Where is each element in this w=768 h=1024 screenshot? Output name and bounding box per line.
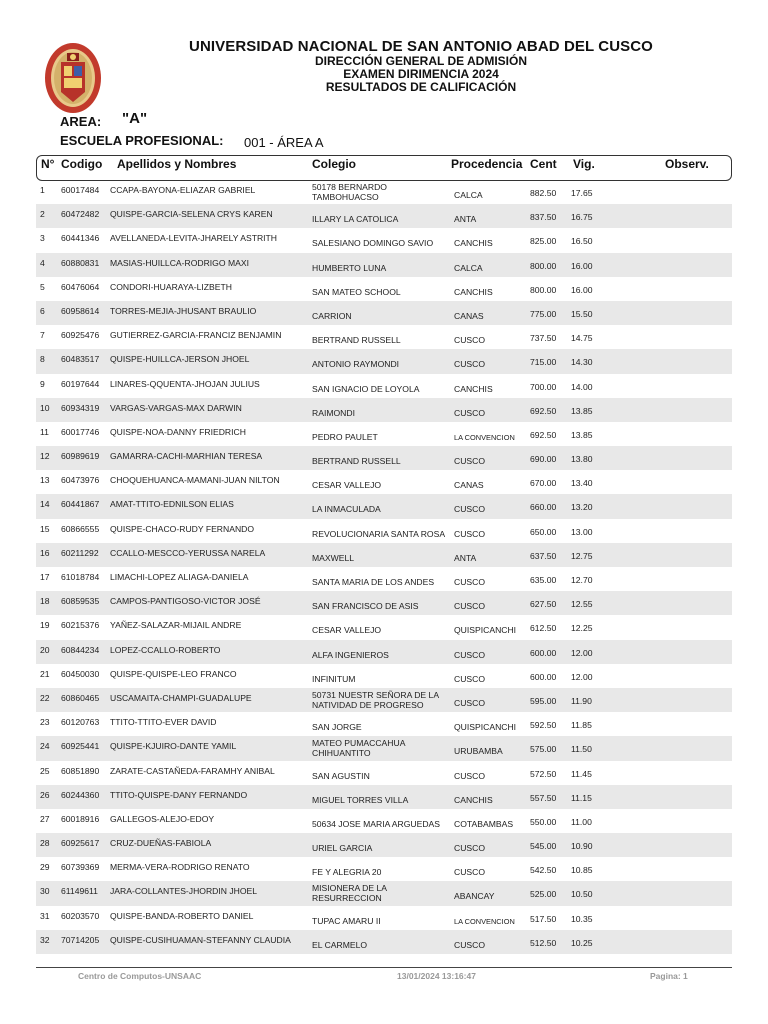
row-number: 14	[40, 499, 50, 510]
row-nombre: CRUZ-DUEÑAS-FABIOLA	[110, 838, 212, 849]
row-cent: 542.50	[530, 865, 557, 876]
col-header-procedencia: Procedencia	[451, 157, 523, 171]
row-codigo: 60215376	[61, 620, 100, 631]
col-header-nombres: Apellidos y Nombres	[117, 157, 237, 171]
row-colegio: HUMBERTO LUNA	[312, 262, 387, 273]
table-row	[36, 567, 732, 591]
col-header-cent: Cent	[530, 157, 557, 171]
row-colegio: ALFA INGENIEROS	[312, 649, 389, 660]
row-vig: 12.00	[571, 671, 593, 682]
row-cent: 600.00	[530, 647, 557, 658]
row-codigo: 60866555	[61, 523, 100, 534]
row-procedencia: CUSCO	[454, 939, 486, 950]
table-row	[36, 228, 732, 252]
row-colegio: CESAR VALLEJO	[312, 480, 382, 491]
row-number: 1	[40, 185, 45, 195]
row-vig: 13.85	[571, 429, 593, 440]
row-number: 20	[40, 644, 50, 655]
row-procedencia: CUSCO	[454, 359, 486, 370]
row-procedencia: CUSCO	[454, 456, 486, 467]
table-row	[36, 543, 732, 567]
row-vig: 11.15	[571, 792, 592, 803]
row-colegio: RAIMONDI	[312, 407, 355, 418]
table-row	[36, 398, 732, 422]
row-number: 7	[40, 330, 45, 341]
row-nombre: JARA-COLLANTES-JHORDIN JHOEL	[110, 886, 258, 897]
row-cent: 837.50	[530, 212, 557, 223]
row-codigo: 60958614	[61, 305, 100, 316]
row-nombre: CCALLO-MESCCO-YERUSSA NARELA	[110, 547, 266, 558]
table-row	[36, 301, 732, 325]
exam-title: EXAMEN DIRIMENCIA 2024	[343, 67, 499, 81]
row-procedencia: CANCHIS	[454, 794, 493, 805]
row-codigo: 60925476	[61, 330, 100, 341]
row-codigo: 60925441	[61, 741, 100, 752]
row-number: 25	[40, 765, 50, 776]
table-row	[36, 253, 732, 277]
row-cent: 525.00	[530, 889, 557, 900]
table-row	[36, 761, 732, 785]
row-procedencia: QUISPICANCHI	[454, 625, 517, 636]
row-number: 21	[40, 668, 50, 679]
row-procedencia: CUSCO	[454, 697, 486, 708]
row-colegio: SANTA MARIA DE LOS ANDES	[312, 577, 435, 587]
row-nombre: YAÑEZ-SALAZAR-MIJAIL ANDRE	[110, 620, 242, 631]
row-procedencia: CUSCO	[454, 649, 486, 660]
table-row	[36, 374, 732, 398]
row-cent: 595.00	[530, 695, 557, 706]
row-procedencia: CUSCO	[454, 770, 486, 781]
table-row	[36, 688, 732, 712]
row-nombre: QUISPE-HUILLCA-JERSON JHOEL	[110, 354, 250, 365]
row-vig: 10.25	[571, 937, 593, 948]
row-procedencia: CANCHIS	[454, 286, 493, 297]
row-vig: 10.85	[571, 865, 593, 876]
table-row	[36, 446, 732, 470]
row-colegio: MAXWELL	[312, 552, 355, 563]
university-title: UNIVERSIDAD NACIONAL DE SAN ANTONIO ABAD DEL CUSCO	[189, 38, 653, 55]
footer-timestamp: 13/01/2024 13:16:47	[397, 971, 476, 981]
row-cent: 882.50	[530, 188, 557, 198]
row-vig: 12.55	[571, 599, 593, 610]
table-row	[36, 180, 732, 204]
table-row	[36, 519, 732, 543]
row-number: 24	[40, 741, 50, 752]
row-number: 8	[40, 354, 45, 365]
row-codigo: 60472482	[61, 209, 100, 220]
row-number: 23	[40, 717, 50, 728]
row-cent: 700.00	[530, 381, 557, 392]
row-nombre: AVELLANEDA-LEVITA-JHARELY ASTRITH	[110, 233, 277, 244]
row-nombre: LOPEZ-CCALLO-ROBERTO	[110, 644, 221, 655]
table-row	[36, 204, 732, 228]
row-procedencia: ANTA	[454, 214, 477, 225]
row-vig: 16.00	[571, 260, 593, 271]
row-codigo: 70714205	[61, 934, 100, 945]
row-nombre: TTITO-TTITO-EVER DAVID	[110, 717, 217, 728]
row-cent: 575.00	[530, 744, 557, 755]
row-colegio: URIEL GARCIA	[312, 843, 373, 854]
row-number: 17	[40, 572, 50, 582]
row-cent: 670.00	[530, 478, 557, 489]
row-nombre: TORRES-MEJIA-JHUSANT BRAULIO	[110, 305, 257, 316]
results-table	[36, 180, 732, 954]
row-cent: 517.50	[530, 913, 557, 924]
row-nombre: GUTIERREZ-GARCIA-FRANCIZ BENJAMIN	[110, 330, 282, 341]
row-vig: 16.50	[571, 236, 593, 247]
footer-divider	[36, 967, 732, 968]
row-nombre: CCAPA-BAYONA-ELIAZAR GABRIEL	[110, 185, 256, 195]
row-nombre: CAMPOS-PANTIGOSO-VICTOR JOSÉ	[110, 596, 261, 607]
row-vig: 15.50	[571, 308, 593, 319]
row-cent: 660.00	[530, 502, 557, 513]
row-cent: 690.00	[530, 454, 557, 465]
row-nombre: QUISPE-QUISPE-LEO FRANCO	[110, 668, 237, 679]
row-colegio: BERTRAND RUSSELL	[312, 335, 401, 346]
row-colegio: 50178 BERNARDO TAMBOHUACSO	[312, 182, 387, 202]
row-procedencia: CUSCO	[454, 504, 486, 515]
row-procedencia: CUSCO	[454, 601, 486, 612]
row-vig: 12.25	[571, 623, 593, 634]
row-cent: 572.50	[530, 768, 557, 779]
table-row	[36, 857, 732, 881]
row-cent: 635.00	[530, 575, 557, 585]
row-cent: 715.00	[530, 357, 557, 368]
row-colegio: CESAR VALLEJO	[312, 625, 382, 636]
row-procedencia: ANTA	[454, 552, 477, 563]
row-procedencia: COTABAMBAS	[454, 818, 514, 829]
escuela-label: ESCUELA PROFESIONAL:	[60, 133, 224, 148]
row-codigo: 60860465	[61, 692, 100, 703]
row-vig: 13.80	[571, 454, 593, 465]
row-vig: 16.00	[571, 284, 593, 295]
row-number: 27	[40, 813, 50, 824]
row-codigo: 60120763	[61, 717, 100, 728]
row-codigo: 60473976	[61, 475, 100, 486]
row-cent: 800.00	[530, 284, 557, 295]
table-row	[36, 325, 732, 349]
table-row	[36, 881, 732, 905]
row-procedencia: CUSCO	[454, 577, 486, 587]
col-header-colegio: Colegio	[312, 157, 356, 171]
row-codigo: 60450030	[61, 668, 100, 679]
row-nombre: MASIAS-HUILLCA-RODRIGO MAXI	[110, 257, 249, 268]
results-title: RESULTADOS DE CALIFICACIÓN	[325, 80, 517, 94]
row-nombre: QUISPE-CHACO-RUDY FERNANDO	[110, 523, 255, 534]
row-vig: 10.35	[571, 913, 593, 924]
row-vig: 13.00	[571, 526, 593, 537]
row-number: 32	[40, 934, 50, 945]
table-row	[36, 494, 732, 518]
row-cent: 592.50	[530, 720, 557, 731]
row-cent: 692.50	[530, 405, 557, 416]
area-value: "A"	[122, 110, 148, 127]
row-codigo: 61018784	[61, 572, 100, 582]
row-colegio: SAN FRANCISCO DE ASIS	[312, 601, 419, 612]
row-procedencia: QUISPICANCHI	[454, 722, 517, 733]
row-codigo: 60844234	[61, 644, 100, 655]
row-nombre: LINARES-QQUENTA-JHOJAN JULIUS	[110, 378, 260, 389]
row-codigo: 60244360	[61, 789, 100, 800]
row-cent: 600.00	[530, 671, 557, 682]
row-number: 6	[40, 305, 45, 316]
row-number: 2	[40, 209, 45, 220]
row-number: 12	[40, 451, 50, 462]
row-vig: 11.50	[571, 744, 592, 755]
row-colegio: 50731 NUESTR SEÑORA DE LA NATIVIDAD DE PROGRESO	[312, 689, 439, 710]
row-colegio: ANTONIO RAYMONDI	[312, 359, 400, 370]
table-row	[36, 664, 732, 688]
row-procedencia: CUSCO	[454, 673, 486, 684]
row-procedencia: CALCA	[454, 190, 483, 200]
row-number: 5	[40, 281, 45, 292]
col-header-vig: Vig.	[573, 157, 595, 171]
row-vig: 14.75	[571, 333, 593, 344]
row-codigo: 60880831	[61, 257, 100, 268]
row-vig: 12.75	[571, 550, 593, 561]
row-codigo: 60859535	[61, 596, 100, 607]
row-cent: 692.50	[530, 429, 557, 440]
row-colegio: MISIONERA DE LA RESURRECCION	[312, 883, 387, 904]
row-cent: 800.00	[530, 260, 557, 271]
row-cent: 775.00	[530, 308, 557, 319]
row-codigo: 60739369	[61, 862, 100, 873]
table-row	[36, 930, 732, 954]
row-number: 22	[40, 692, 50, 703]
row-number: 13	[40, 475, 50, 486]
row-codigo: 60203570	[61, 910, 100, 921]
row-colegio: BERTRAND RUSSELL	[312, 456, 401, 467]
row-vig: 12.00	[571, 647, 593, 658]
row-procedencia: CUSCO	[454, 407, 486, 418]
table-row	[36, 470, 732, 494]
direction-title: DIRECCIÓN GENERAL DE ADMISIÓN	[314, 54, 527, 68]
table-row	[36, 615, 732, 639]
row-colegio: SAN IGNACIO DE LOYOLA	[312, 383, 420, 394]
row-colegio: CARRION	[312, 310, 352, 321]
row-nombre: USCAMAITA-CHAMPI-GUADALUPE	[110, 692, 252, 703]
footer-left: Centro de Computos-UNSAAC	[78, 971, 202, 981]
table-row	[36, 591, 732, 615]
row-vig: 17.65	[571, 188, 593, 198]
row-colegio: SALESIANO DOMINGO SAVIO	[312, 238, 434, 249]
row-procedencia: CANAS	[454, 480, 484, 491]
row-codigo: 60483517	[61, 354, 100, 365]
row-procedencia: CUSCO	[454, 528, 486, 539]
table-row	[36, 422, 732, 446]
row-colegio: EL CARMELO	[312, 939, 368, 950]
row-nombre: QUISPE-BANDA-ROBERTO DANIEL	[110, 910, 254, 921]
row-vig: 11.00	[571, 816, 592, 827]
table-row	[36, 785, 732, 809]
row-codigo: 60989619	[61, 451, 100, 462]
row-nombre: CHOQUEHUANCA-MAMANI-JUAN NILTON	[110, 475, 280, 486]
row-colegio: MATEO PUMACCAHUA CHIHUANTITO	[312, 738, 405, 759]
row-nombre: AMAT-TTITO-EDNILSON ELIAS	[110, 499, 234, 510]
row-colegio: LA INMACULADA	[312, 504, 381, 515]
table-row	[36, 809, 732, 833]
row-cent: 545.00	[530, 841, 557, 852]
row-procedencia: CANCHIS	[454, 238, 493, 249]
row-nombre: ZARATE-CASTAÑEDA-FARAMHY ANIBAL	[110, 765, 275, 776]
row-procedencia: LA CONVENCION	[454, 916, 515, 926]
row-vig: 14.30	[571, 357, 593, 368]
row-nombre: GALLEGOS-ALEJO-EDOY	[110, 813, 215, 824]
row-cent: 825.00	[530, 236, 557, 247]
row-cent: 612.50	[530, 623, 557, 634]
table-row	[36, 349, 732, 373]
row-vig: 16.75	[571, 212, 593, 223]
row-vig: 11.45	[571, 768, 592, 779]
row-number: 16	[40, 547, 50, 558]
footer-page: Pagina: 1	[650, 971, 688, 981]
row-number: 28	[40, 838, 50, 849]
col-header-n: N°	[41, 157, 55, 171]
row-procedencia: CUSCO	[454, 867, 486, 878]
row-vig: 11.90	[571, 695, 592, 706]
row-nombre: CONDORI-HUARAYA-LIZBETH	[110, 281, 232, 292]
row-codigo: 60934319	[61, 402, 100, 413]
row-number: 15	[40, 523, 50, 534]
table-row	[36, 736, 732, 760]
row-number: 29	[40, 862, 50, 873]
col-header-codigo: Codigo	[61, 157, 103, 171]
row-procedencia: ABANCAY	[454, 891, 495, 902]
table-row	[36, 712, 732, 736]
row-number: 11	[40, 426, 49, 437]
row-vig: 13.85	[571, 405, 593, 416]
row-number: 18	[40, 596, 50, 607]
row-codigo: 60441867	[61, 499, 100, 510]
row-cent: 557.50	[530, 792, 557, 803]
row-cent: 550.00	[530, 816, 557, 827]
row-codigo: 60441346	[61, 233, 100, 244]
table-row	[36, 833, 732, 857]
row-procedencia: CANAS	[454, 310, 484, 321]
row-codigo: 60197644	[61, 378, 100, 389]
table-row	[36, 277, 732, 301]
row-nombre: MERMA-VERA-RODRIGO RENATO	[110, 862, 250, 873]
row-number: 10	[40, 402, 50, 413]
row-nombre: GAMARRA-CACHI-MARHIAN TERESA	[110, 451, 263, 462]
row-codigo: 60018916	[61, 813, 100, 824]
row-colegio: PEDRO PAULET	[312, 431, 378, 442]
row-colegio: MIGUEL TORRES VILLA	[312, 794, 409, 805]
row-colegio: INFINITUM	[312, 673, 356, 684]
university-seal-icon	[44, 42, 102, 114]
row-nombre: QUISPE-KJUIRO-DANTE YAMIL	[110, 741, 237, 752]
row-colegio: TUPAC AMARU II	[312, 915, 381, 926]
row-procedencia: CUSCO	[454, 335, 486, 346]
row-codigo: 61149611	[61, 886, 98, 897]
row-cent: 512.50	[530, 937, 557, 948]
col-header-observ: Observ.	[665, 157, 709, 171]
row-nombre: QUISPE-GARCIA-SELENA CRYS KAREN	[110, 209, 273, 220]
row-number: 26	[40, 789, 50, 800]
row-vig: 12.70	[571, 575, 593, 585]
row-codigo: 60476064	[61, 281, 100, 292]
row-procedencia: CALCA	[454, 262, 483, 273]
row-vig: 10.50	[571, 889, 593, 900]
row-vig: 11.85	[571, 720, 592, 731]
row-procedencia: CUSCO	[454, 843, 486, 854]
row-nombre: TTITO-QUISPE-DANY FERNANDO	[110, 789, 248, 800]
row-procedencia: CANCHIS	[454, 383, 493, 394]
row-number: 30	[40, 886, 50, 897]
row-number: 9	[40, 378, 45, 389]
row-procedencia: LA CONVENCION	[454, 432, 515, 442]
row-nombre: QUISPE-CUSIHUAMAN-STEFANNY CLAUDIA	[110, 934, 291, 945]
row-colegio: SAN JORGE	[312, 722, 362, 733]
row-cent: 637.50	[530, 550, 557, 561]
row-nombre: LIMACHI-LOPEZ ALIAGA-DANIELA	[110, 572, 249, 582]
row-codigo: 60851890	[61, 765, 100, 776]
row-colegio: SAN AGUSTIN	[312, 770, 370, 781]
row-codigo: 60017484	[61, 185, 100, 195]
row-vig: 13.20	[571, 502, 593, 513]
row-procedencia: URUBAMBA	[454, 746, 503, 757]
row-number: 4	[40, 257, 45, 268]
area-label: AREA:	[60, 114, 102, 129]
row-vig: 13.40	[571, 478, 593, 489]
row-number: 19	[40, 620, 50, 631]
row-cent: 650.00	[530, 526, 557, 537]
row-codigo: 60211292	[61, 547, 99, 558]
table-row	[36, 906, 732, 930]
row-vig: 10.90	[571, 841, 593, 852]
row-cent: 737.50	[530, 333, 557, 344]
row-nombre: VARGAS-VARGAS-MAX DARWIN	[110, 402, 242, 413]
row-cent: 627.50	[530, 599, 557, 610]
table-row	[36, 640, 732, 664]
row-colegio: 50634 JOSE MARIA ARGUEDAS	[312, 818, 441, 829]
row-colegio: ILLARY LA CATOLICA	[312, 214, 399, 225]
row-colegio: REVOLUCIONARIA SANTA ROSA	[312, 528, 446, 539]
row-nombre: QUISPE-NOA-DANNY FRIEDRICH	[110, 426, 246, 437]
row-number: 31	[40, 910, 50, 921]
row-codigo: 60017746	[61, 426, 100, 437]
escuela-value: 001 - ÁREA A	[244, 135, 324, 150]
row-vig: 14.00	[571, 381, 593, 392]
row-number: 3	[40, 233, 45, 244]
row-colegio: SAN MATEO SCHOOL	[312, 286, 401, 297]
row-codigo: 60925617	[61, 838, 100, 849]
row-colegio: FE Y ALEGRIA 20	[312, 867, 382, 878]
